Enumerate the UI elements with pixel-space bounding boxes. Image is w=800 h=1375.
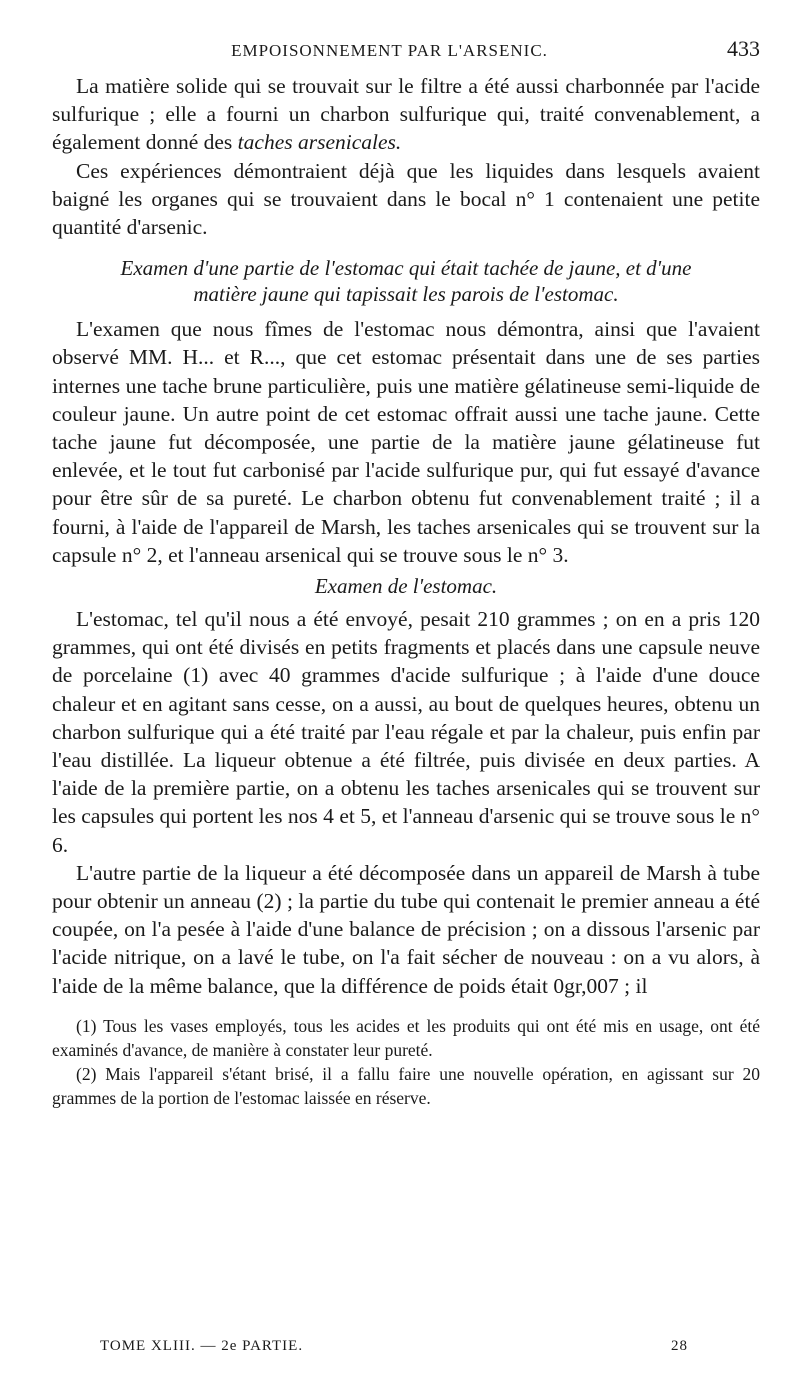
body-text [52, 72, 760, 1000]
running-title: EMPOISONNEMENT PAR L'ARSENIC. [231, 41, 548, 60]
footnote: (2) Mais l'appareil s'étant brisé, il a fallu faire une nouvelle opération, en agissant sur 20 grammes de la portion de l'estomac laissée en réserve. [52, 1063, 760, 1108]
page-number: 433 [727, 36, 760, 61]
section-heading [52, 255, 760, 307]
section-heading-line: matière jaune qui tapissait les parois de l'estomac. [193, 282, 619, 307]
running-header [52, 36, 760, 62]
signature-mark: 28 [671, 1338, 688, 1354]
page-footer [100, 1338, 688, 1355]
section-heading-line: Examen d'une partie de l'estomac qui était tachée de jaune, et d'une [120, 256, 692, 281]
emphasis: taches arsenicales. [237, 130, 402, 155]
paragraph: La matière solide qui se trouvait sur le filtre a été aussi charbonnée par l'acide sulfurique ; elle a fourni un charbon sulfurique qui, traité convenablement, a également donné des taches arsenicales. [52, 74, 760, 155]
footnotes [52, 1014, 760, 1110]
paragraph: Ces expériences démontraient déjà que les liquides dans lesquels avaient baigné les organes qui se trouvaient dans le bocal n° 1 contenaient une petite quantité d'arsenic. [52, 158, 760, 240]
paragraph: L'estomac, tel qu'il nous a été envoyé, pesait 210 grammes ; on en a pris 120 grammes, qui ont été divisés en petits fragments et placés dans une capsule neuve de porcelaine (1) avec 40 grammes d'acide sulfurique ; à l'aide d'une douce chaleur et en agitant sans cesse, on a aussi, au bout de quelques heures, obtenu un charbon sulfurique qui a été traité par l'eau régale et par la chaleur, puis enfin par l'eau distillée. La liqueur obtenue a été filtrée, puis divisée en deux parties. A l'aide de la première partie, on a obtenu les taches arsenicales qui se trouvent sur les capsules qui portent les nos 4 et 5, et l'anneau d'arsenic qui se trouve sous le n° 6. [52, 607, 760, 857]
volume-label: TOME XLIII. — 2e PARTIE. [100, 1338, 304, 1354]
paragraph: L'examen que nous fîmes de l'estomac nous démontra, ainsi que l'avaient observé MM. H... et R..., que cet estomac présentait dans une de ses parties internes une tache brune particulière, puis une matière gélatineuse semi-liquide de couleur jaune. Un autre point de cet estomac offrait aussi une tache jaune. Cette tache jaune fut décomposée, une partie de la matière jaune gélatineuse fut enlevée, et le tout fut carbonisé par l'acide sulfurique pur, qui fut essayé d'avance pour être sûr de sa pureté. Le charbon obtenu fut convenablement traité ; il a fourni, à l'aide de l'appareil de Marsh, les taches arsenicales qui se trouvent sur la capsule n° 2, et l'anneau arsenical qui se trouve sous le n° 3. [52, 317, 760, 567]
section-heading: Examen de l'estomac. [314, 574, 498, 599]
paragraph: L'autre partie de la liqueur a été décomposée dans un appareil de Marsh à tube pour obtenir un anneau (2) ; la partie du tube qui contenait le premier anneau a été coupée, on l'a pesée à l'aide d'une balance de précision ; on a dissous l'arsenic par l'acide nitrique, on a lavé le tube, on l'a fait sécher de nouveau : on a vu alors, à l'aide de la même balance, que la différence de poids était 0gr,007 ; il [52, 860, 760, 998]
footnote: (1) Tous les vases employés, tous les acides et les produits qui ont été mis en usage, ont été examinés d'avance, de manière à constater leur pureté. [52, 1015, 760, 1060]
